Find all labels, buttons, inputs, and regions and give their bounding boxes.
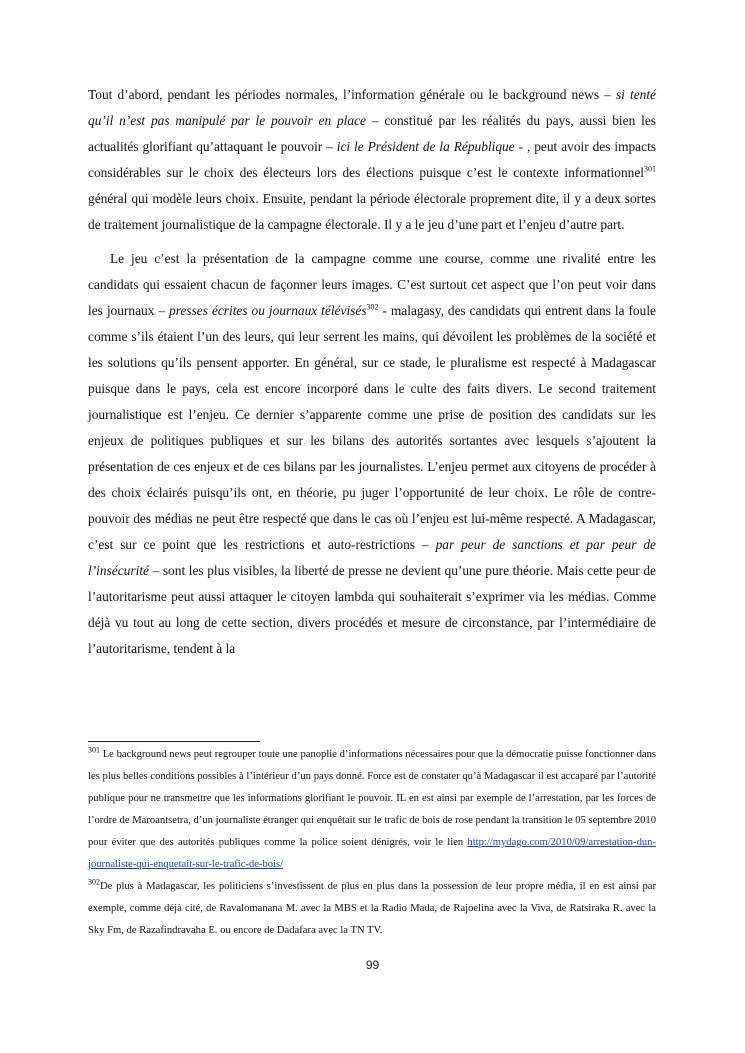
p2-italic-2: par peur de sanctions et par peur de l’insécurité [88, 537, 656, 578]
p2-text-1: Le jeu c’est la présentation de la campagne comme une course, comme une rivalité entre les candidats qui essaient chacun de façonner leurs images. C’est surtout cet aspect que l’on peut voir dans les journaux – [88, 251, 656, 318]
p1-text-3: - , peut avoir des impacts considérables sur le choix des électeurs lors des élections puisque c’est le contexte informationnel [88, 139, 656, 180]
footnote-301-text: Le background news peut regrouper toute une panoplie d’informations nécessaires pour que la démocratie puisse fonctionner dans les plus belles conditions possibles à l’intérieur d’un pays donné. Force est de constater qu’à Madagascar il est accaparé par l’autorité publique pour ne transmettre que les informations glorifiant le pouvoir. IL en est ainsi par exemple de l’arrestation, par les forces de l’ordre de Maroantsetra, d’un journaliste étranger qui enquêtait sur le trafic de bois de rose pendant la transition le 05 septembre 2010 pour éviter que des autorités publiques comme la police soient dénigrés, voir le lien [88, 749, 656, 848]
paragraph-1 [88, 82, 656, 238]
footnote-302-text: De plus à Madagascar, les politiciens s’investissent de plus en plus dans la possession de leur propre média, il en est ainsi par exemple, comme déjà cité, de Ravalomanana M. avec la MBS et la Radio Mada, de Rajoelina avec la Viva, de Ratsiraka R. avec la Sky Fm, de Razafindravaha E. ou encore de Dadafara avec la TN TV. [88, 881, 656, 936]
p1-italic-1: si tenté qu’il n’est pas manipulé par le pouvoir en place [88, 87, 656, 128]
footnote-ref-301[interactable]: 301 [644, 164, 656, 174]
footnotes [88, 744, 656, 942]
page-number: 99 [365, 958, 380, 972]
p1-text-4: général qui modèle leurs choix. Ensuite, pendant la période électorale proprement dite, il y a deux sortes de traitement journalistique de la campagne électorale. Il y a le jeu d’une part et l’enjeu d’autre part. [88, 191, 656, 232]
p1-italic-2: ici le Président de la République [336, 139, 515, 154]
footnote-302 [88, 876, 656, 942]
page-body [88, 82, 656, 662]
footnote-301 [88, 744, 656, 876]
p1-text-2: – constitué par les réalités du pays, aussi bien les actualités glorifiant qu’attaquant le pouvoir – [88, 113, 656, 154]
footnote-separator [88, 741, 260, 742]
paragraph-2 [88, 246, 656, 662]
p2-italic-1: presses écrites ou journaux télévisés [169, 303, 367, 318]
p2-text-3: – sont les plus visibles, la liberté de presse ne devient qu’une pure théorie. Mais cette peur de l’autoritarisme peut aussi attaquer le citoyen lambda qui souhaiterait s’exprimer via les médias. Comme déjà vu tout au long de cette section, divers procédés et mesure de circonstance, par l’intermédiaire de l’autoritarisme, tendent à la [88, 563, 656, 656]
p2-text-2: - malagasy, des candidats qui entrent dans la foule comme s’ils étaient l’un des leurs, qui leur serrent les mains, qui dévoilent les problèmes de la société et les solutions qu’ils pensent apporter. En général, sur ce stade, le pluralisme est respecté à Madagascar puisque dans le pays, cela est encore incorporé dans le culte des faits divers. Le second traitement journalistique est l’enjeu. Ce dernier s’apparente comme une prise de position des candidats sur les enjeux de politiques publiques et sur les bilans des autorités sortantes avec lesquels s’ajoutent la présentation de ces enjeux et de ces bilans par les journalistes. L’enjeu permet aux citoyens de procéder à des choix éclairés puisqu’ils ont, en théorie, pu juger l’opportunité de leur choix. Le rôle de contre-pouvoir des médias ne peut être respecté que dans le cas où l’enjeu est lui-même respecté. A Madagascar, c’est sur ce point que les restrictions et auto-restrictions – [88, 303, 656, 552]
footnote-number-302: 302 [88, 877, 100, 887]
footnote-301-link[interactable]: http://mydago.com/2010/09/arrestation-dun-journaliste-qui-enquetait-sur-le-trafic-de-bois/ [88, 837, 656, 870]
footnote-number-301: 301 [88, 745, 100, 755]
p1-text-1: Tout d’abord, pendant les périodes normales, l’information générale ou le background news – [88, 87, 616, 102]
footnote-ref-302[interactable]: 302 [366, 302, 379, 312]
